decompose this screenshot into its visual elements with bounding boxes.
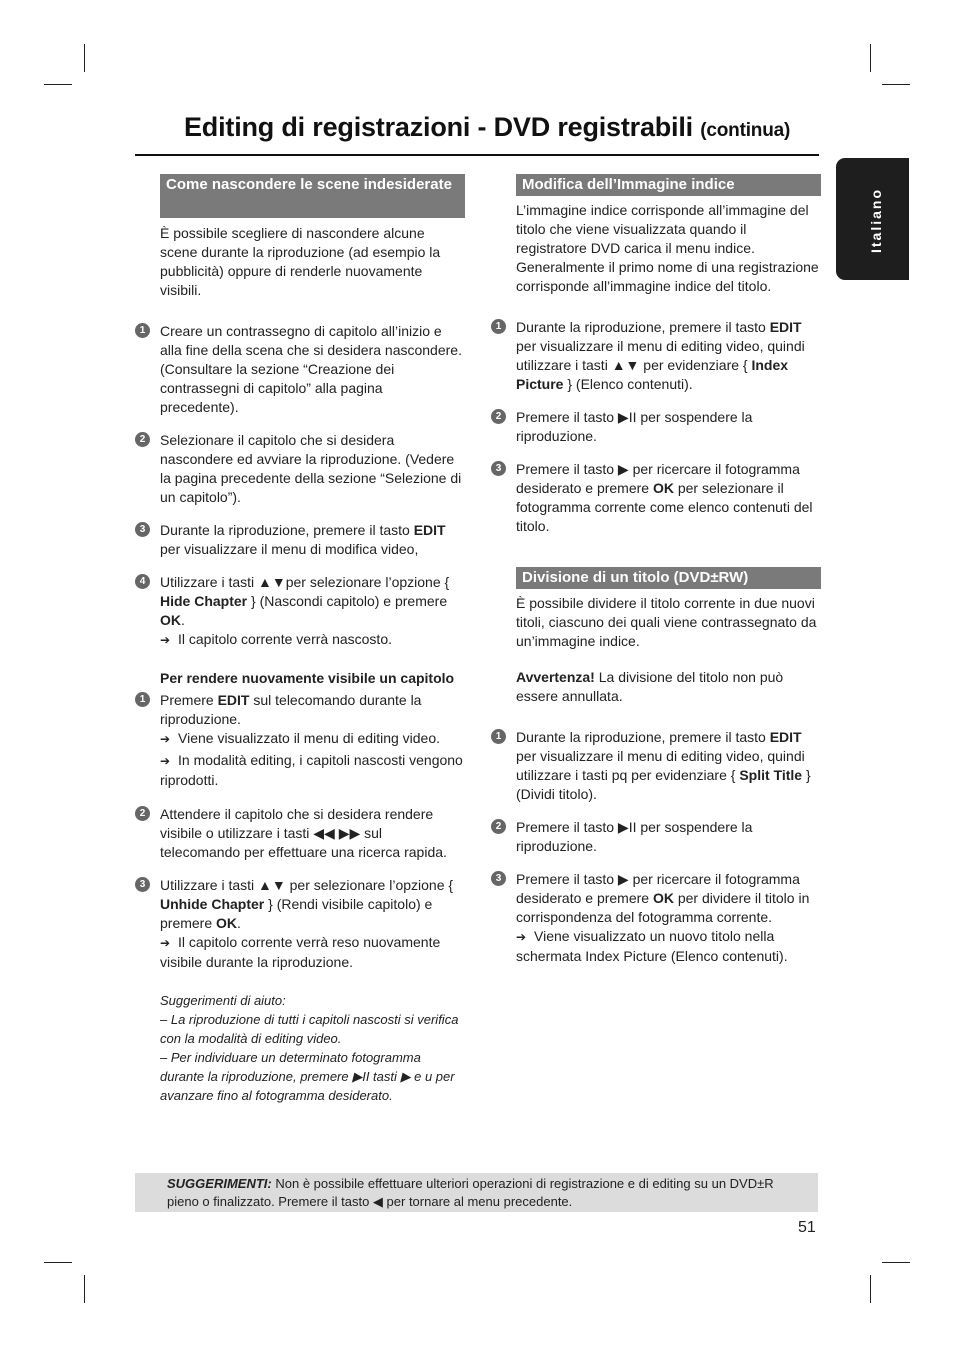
page-title-suffix: (continua) [700,120,791,141]
step-number: 3 [491,461,506,476]
intro-paragraph: È possibile scegliere di nascondere alcune scene durante la riproduzione (ad esempio la pubblicità) oppure di renderle nuovamente visibili. [160,225,441,298]
step-text: per visualizzare il menu di editing video, quindi utilizzare i tasti ▲▼ per evidenziare { [516,338,805,373]
step-item [135,573,465,650]
warning-text: La divisione del titolo non può essere annullata. [516,669,784,704]
step-number: 3 [135,522,150,537]
step-text: per selezionare il fotogramma corrente come elenco contenuti del titolo. [516,480,813,534]
option-label: Hide Chapter [160,593,248,609]
option-label: Unhide Chapter [160,896,265,912]
step-number: 2 [135,432,150,447]
step-item [135,691,465,790]
tips-title: Suggerimenti di aiuto: [160,993,286,1008]
step-text: } (Dividi titolo). [516,767,811,802]
arrow-icon: ➔ [160,633,171,647]
step-result [160,933,465,972]
section-heading-hide-scenes: Come nascondere le scene indesiderate [160,174,465,218]
step-item [135,876,465,972]
right-column [491,174,821,966]
step-item [491,818,821,856]
step-number: 2 [491,409,506,424]
intro-paragraph: L’immagine indice corrisponde all’immagine del titolo che viene visualizzata quando il registratore DVD carica il menu indice. Generalmente il primo nome di una registrazione corrisponde all’immagine indice del titolo. [516,202,819,294]
key-label: OK [216,915,238,931]
arrow-icon: ➔ [160,936,171,950]
step-text: per dividere il titolo in corrispondenza del fotogramma corrente. [516,890,810,925]
step-text: } (Rendi visibile capitolo) e premere [160,896,433,931]
key-label: EDIT [769,319,802,335]
tip-item: – La riproduzione di tutti i capitoli nascosti si verifica con la modalità di editing video. [160,1012,459,1046]
subheading: Per rendere nuovamente visibile un capitolo [160,670,455,686]
language-tab [836,158,909,280]
step-text: Premere [160,692,214,708]
intro-paragraph: È possibile dividere il titolo corrente in due nuovi titoli, ciascuno dei quali viene contrassegnato da un’immagine indice. [516,595,817,649]
key-label: OK [160,612,181,628]
step-result [160,630,465,650]
step-number: 3 [491,871,506,886]
step-result [160,729,465,749]
option-label: Split Title [739,767,803,783]
step-number: 2 [135,806,150,821]
step-text: Durante la riproduzione, premere il tasto [516,319,766,335]
punct: . [181,612,185,628]
step-item [491,870,821,966]
section-heading-split-title: Divisione di un titolo (DVD±RW) [516,567,821,589]
key-label: OK [652,480,674,496]
result-text: Viene visualizzato un nuovo titolo nella schermata Index Picture (Elenco contenuti). [516,928,788,964]
warning-label: Avvertenza! [516,669,595,685]
page-title-text: Editing di registrazioni - DVD registrabili [184,112,693,142]
step-item [491,318,821,394]
step-text: Premere il tasto ▶ per ricercare il fotogramma desiderato e premere [516,461,800,496]
page-number: 51 [798,1219,816,1236]
step-text: sul telecomando durante la riproduzione. [160,692,422,727]
step-number: 2 [491,819,506,834]
crop-mark [870,44,871,72]
section-heading-index-picture: Modifica dell’Immagine indice [516,174,821,196]
step-result [160,751,465,790]
result-text: In modalità editing, i capitoli nascosti vengono riprodotti. [160,752,463,788]
arrow-icon: ➔ [160,754,171,768]
step-number: 1 [135,323,150,338]
option-label: Index Picture [516,357,789,392]
result-text: Il capitolo corrente verrà nascosto. [178,631,392,647]
tip-item: – Per individuare un determinato fotogramma durante la riproduzione, premere ▶II tasti ▶ e u per avanzare fino al fotogramma desiderato. [160,1050,455,1103]
step-text: Premere il tasto ▶II per sospendere la riproduzione. [516,409,753,444]
step-text: Durante la riproduzione, premere il tasto [516,729,766,745]
title-rule [135,154,819,156]
step-text: Utilizzare i tasti ▲▼ per selezionare l’opzione { [160,877,454,893]
step-text: Creare un contrassegno di capitolo all’inizio e alla fine della scena che si desidera nascondere. (Consultare la sezione “Creazione dei contrassegni di capitolo” alla pagina precedente). [160,323,462,415]
step-text: Attendere il capitolo che si desidera rendere visibile o utilizzare i tasti ◀◀ ▶▶ sul telecomando per effettuare una ricerca rapida. [160,806,447,860]
result-text: Viene visualizzato il menu di editing video. [178,730,441,746]
step-text: Selezionare il capitolo che si desidera nascondere ed avviare la riproduzione. (Vedere la pagina precedente della sezione “Selezione di un capitolo”). [160,432,462,505]
step-number: 3 [135,877,150,892]
step-number: 4 [135,574,150,589]
step-text: Premere il tasto ▶ per ricercare il fotogramma desiderato e premere [516,871,800,906]
crop-mark [44,84,72,85]
key-label: OK [652,890,674,906]
step-item [135,431,465,507]
crop-mark [870,1275,871,1303]
crop-mark [44,1262,72,1263]
warning-paragraph [516,668,821,706]
step-item [491,460,821,536]
step-text: per visualizzare il menu di editing video, quindi utilizzare i tasti pq per evidenziare { [516,748,805,783]
crop-mark [84,44,85,72]
result-text: Il capitolo corrente verrà reso nuovamente visibile durante la riproduzione. [160,934,441,970]
step-item [135,322,465,417]
step-item [135,805,465,862]
footer-text: Non è possibile effettuare ulteriori operazioni di registrazione e di editing su un DVD±R pieno o finalizzato. Premere il tasto ◀ per tornare al menu precedente. [167,1176,774,1209]
step-text: } (Nascondi capitolo) e premere [251,593,448,609]
language-tab-label: Italiano [868,188,884,254]
step-result [516,927,821,966]
step-text: Premere il tasto ▶II per sospendere la riproduzione. [516,819,753,854]
step-text: Utilizzare i tasti ▲▼per selezionare l’opzione { [160,574,450,590]
page-title [184,112,824,143]
arrow-icon: ➔ [516,930,527,944]
key-label: EDIT [217,692,250,708]
crop-mark [882,1262,910,1263]
key-label: EDIT [413,522,446,538]
step-text: Durante la riproduzione, premere il tasto [160,522,410,538]
step-item [135,521,465,559]
footer-label: SUGGERIMENTI: [167,1176,272,1191]
crop-mark [882,84,910,85]
step-item [491,728,821,804]
key-label: EDIT [769,729,802,745]
step-text: } (Elenco contenuti). [567,376,693,392]
crop-mark [84,1275,85,1303]
punct: . [237,915,241,931]
left-column [135,174,465,1105]
step-number: 1 [491,729,506,744]
step-text: per visualizzare il menu di modifica video, [160,541,419,557]
tips-footer [167,1174,807,1211]
step-item [491,408,821,446]
arrow-icon: ➔ [160,732,171,746]
step-number: 1 [491,319,506,334]
step-number: 1 [135,692,150,707]
